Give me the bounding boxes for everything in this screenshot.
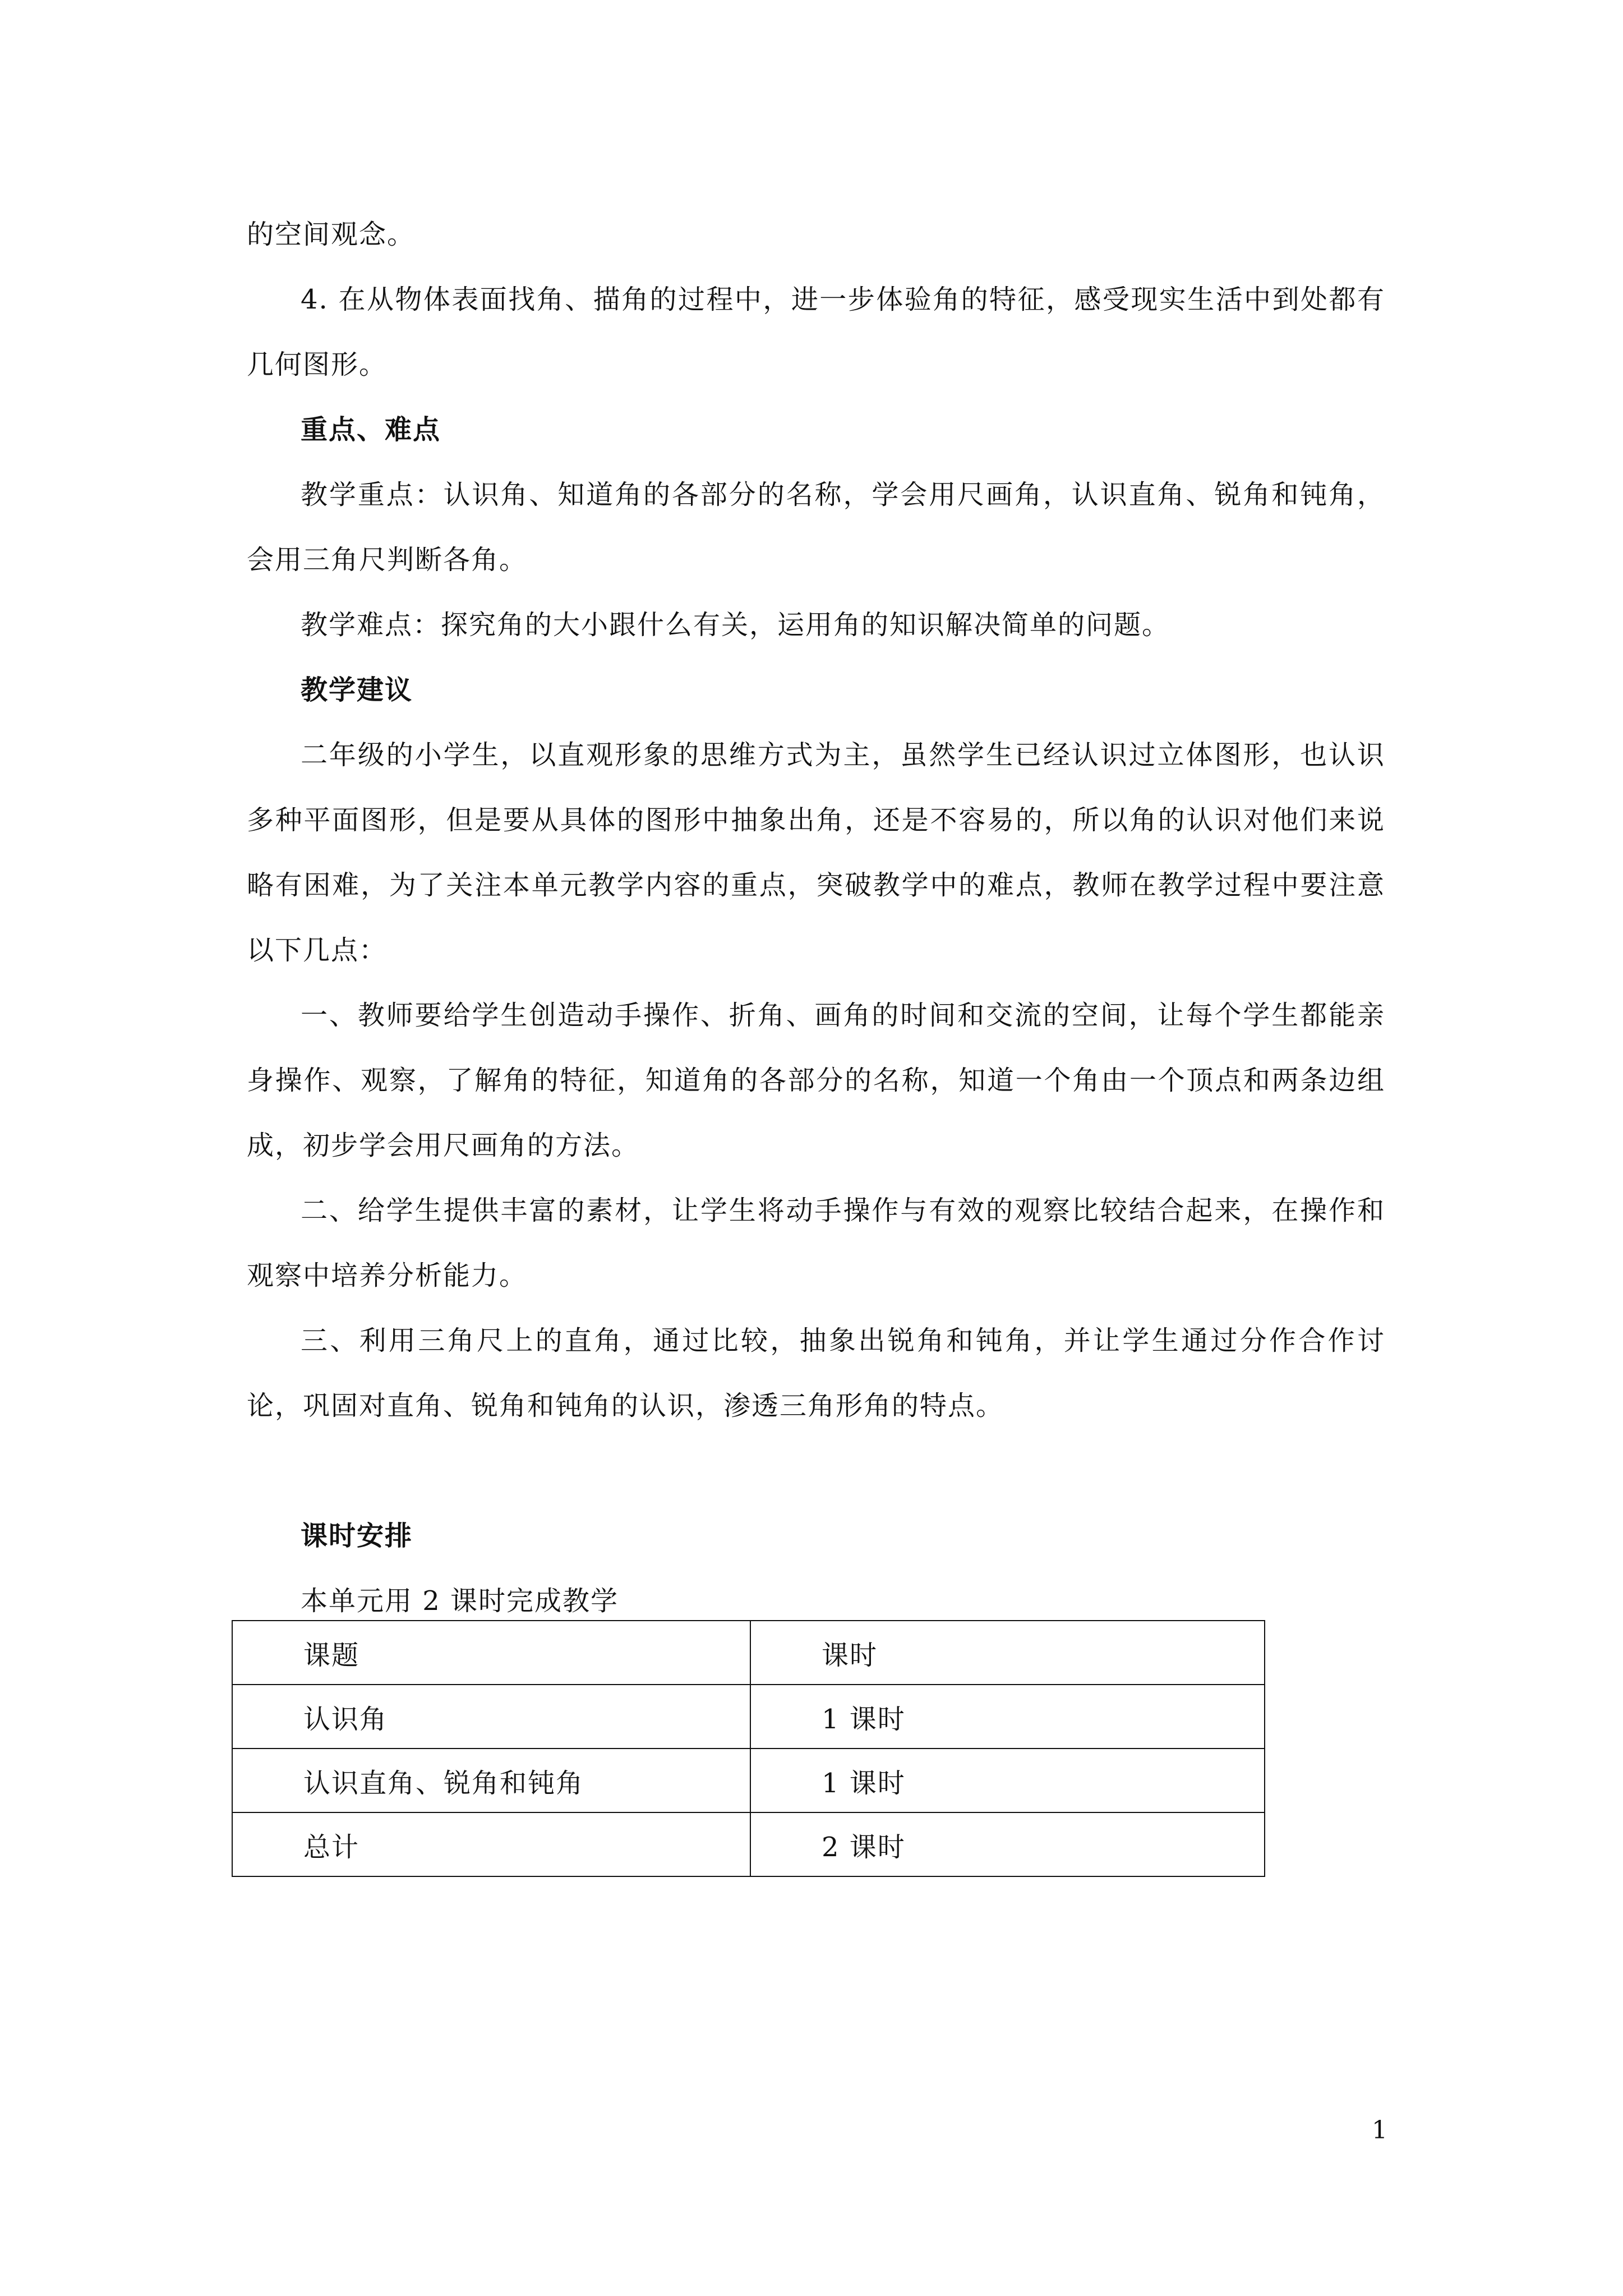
table-row	[232, 1685, 1265, 1749]
table-cell-topic: 认识直角、锐角和钝角	[232, 1749, 750, 1812]
paragraph-suggestion-1: 一、教师要给学生创造动手操作、折角、画角的时间和交流的空间，让每个学生都能亲身操作、观察，了解角的特征，知道角的各部分的名称，知道一个角由一个顶点和两条边组成，初步学会用尺画角的方法。	[247, 1000, 1385, 1161]
paragraph-key-point: 教学重点：认识角、知道角的各部分的名称，学会用尺画角，认识直角、锐角和钝角，会用三角尺判断各角。	[247, 479, 1385, 576]
paragraph-objective-4: 4. 在从物体表面找角、描角的过程中，进一步体验角的特征，感受现实生活中到处都有几何图形。	[247, 284, 1385, 380]
heading-teaching-suggestions: 教学建议	[301, 674, 413, 706]
paragraph-suggestion-intro: 二年级的小学生，以直观形象的思维方式为主，虽然学生已经认识过立体图形，也认识多种平面图形，但是要从具体的图形中抽象出角，还是不容易的，所以角的认识对他们来说略有困难，为了关注本单元教学内容的重点，突破教学中的难点，教师在教学过程中要注意以下几点：	[247, 739, 1385, 966]
table-header-row	[232, 1621, 1265, 1685]
paragraph-suggestion-2: 二、给学生提供丰富的素材，让学生将动手操作与有效的观察比较结合起来，在操作和观察中培养分析能力。	[247, 1195, 1385, 1291]
paragraph-schedule-note: 本单元用 2 课时完成教学	[301, 1585, 619, 1617]
table-cell-hours: 1 课时	[750, 1749, 1265, 1812]
heading-schedule: 课时安排	[301, 1520, 413, 1552]
paragraph-difficulty: 教学难点：探究角的大小跟什么有关，运用角的知识解决简单的问题。	[301, 609, 1170, 641]
table-header-hours: 课时	[750, 1621, 1265, 1685]
table-cell-topic: 总计	[232, 1812, 750, 1876]
schedule-table	[232, 1620, 1265, 1877]
table-header-topic: 课题	[232, 1621, 750, 1685]
table-cell-hours: 2 课时	[750, 1812, 1265, 1876]
paragraph-continuation: 的空间观念。	[247, 219, 416, 250]
heading-key-difficulty: 重点、难点	[301, 414, 441, 445]
page-number: 1	[1372, 2116, 1387, 2145]
table-cell-hours: 1 课时	[750, 1685, 1265, 1749]
paragraph-suggestion-3: 三、利用三角尺上的直角，通过比较，抽象出锐角和钝角，并让学生通过分作合作讨论，巩固对直角、锐角和钝角的认识，渗透三角形角的特点。	[247, 1325, 1385, 1421]
table-cell-topic: 认识角	[232, 1685, 750, 1749]
table-row	[232, 1812, 1265, 1876]
section-gap	[247, 1438, 1385, 1503]
table-row	[232, 1749, 1265, 1812]
document-body	[247, 202, 1385, 1634]
